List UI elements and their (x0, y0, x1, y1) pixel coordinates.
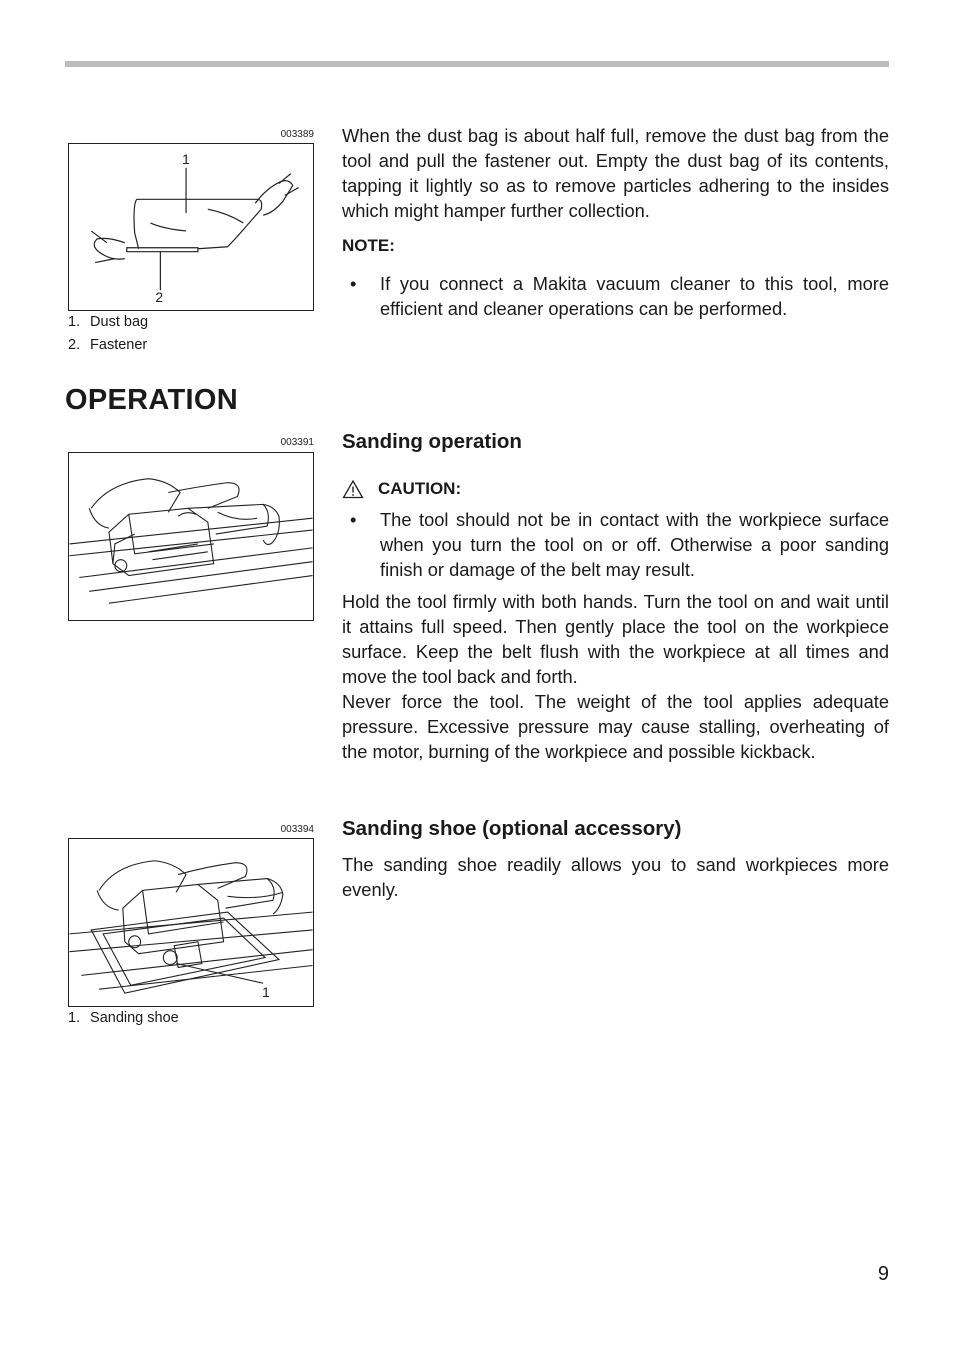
sanding-paragraph-1: Hold the tool firmly with both hands. Turn the tool on and wait until it attains full speed. Then gently place the tool on the workpiece surface. Keep the belt flush with the workpiece at all times and move the tool back and forth. (342, 591, 889, 687)
bullet-dot: • (350, 273, 357, 294)
warning-triangle-icon (342, 479, 364, 499)
page-number: 9 (877, 1263, 889, 1285)
section-title: OPERATION (65, 384, 238, 416)
dust-bag-paragraph: When the dust bag is about half full, remove the dust bag from the tool and pull the fastener out. Empty the dust bag of its contents, tapping it lightly so as to remove particles adhering to the insides which might hamper further collection. (342, 125, 889, 221)
figure-code-sanding: 003391 (280, 437, 314, 448)
bullet-dot: • (350, 509, 357, 530)
callout-1: 1 (182, 150, 190, 167)
note-label: NOTE: (342, 236, 395, 255)
sanding-operation-illustration (69, 453, 313, 620)
figure-code-sanding-shoe: 003394 (280, 824, 314, 835)
sanding-shoe-illustration (69, 839, 313, 1006)
sanding-operation-title: Sanding operation (342, 430, 522, 453)
figure-sanding-operation (68, 452, 314, 621)
legend-item: 1. Dust bag (68, 314, 149, 330)
figure-sanding-shoe (68, 838, 314, 1007)
callout-1: 1 (262, 984, 270, 1001)
sanding-operation-body (342, 589, 889, 764)
top-rule (65, 61, 889, 67)
legend-item: 1. Sanding shoe (68, 1010, 179, 1026)
sanding-shoe-paragraph: The sanding shoe readily allows you to sand workpieces more evenly. (342, 854, 889, 900)
figure-legend-sanding-shoe (68, 1007, 179, 1030)
legend-item: 2. Fastener (68, 337, 148, 353)
sanding-paragraph-2: Never force the tool. The weight of the tool applies adequate pressure. Excessive pressure may cause stalling, overheating of the motor, burning of the workpiece and possible kickback. (342, 691, 889, 762)
caution-heading (342, 479, 461, 499)
caution-label: CAUTION: (378, 479, 462, 498)
callout-2: 2 (155, 289, 164, 306)
figure-dust-bag (68, 143, 314, 311)
figure-legend-dust-bag (68, 311, 148, 357)
figure-code-dust-bag: 003389 (280, 129, 314, 140)
dust-bag-illustration (69, 144, 313, 310)
note-bullet: • If you connect a Makita vacuum cleaner to this tool, more efficient and cleaner operations can be performed. (350, 273, 889, 319)
caution-bullet: • The tool should not be in contact with the workpiece surface when you turn the tool on or off. Otherwise a poor sanding finish or damage of the belt may result. (350, 509, 889, 580)
sanding-shoe-title: Sanding shoe (optional accessory) (342, 817, 682, 840)
